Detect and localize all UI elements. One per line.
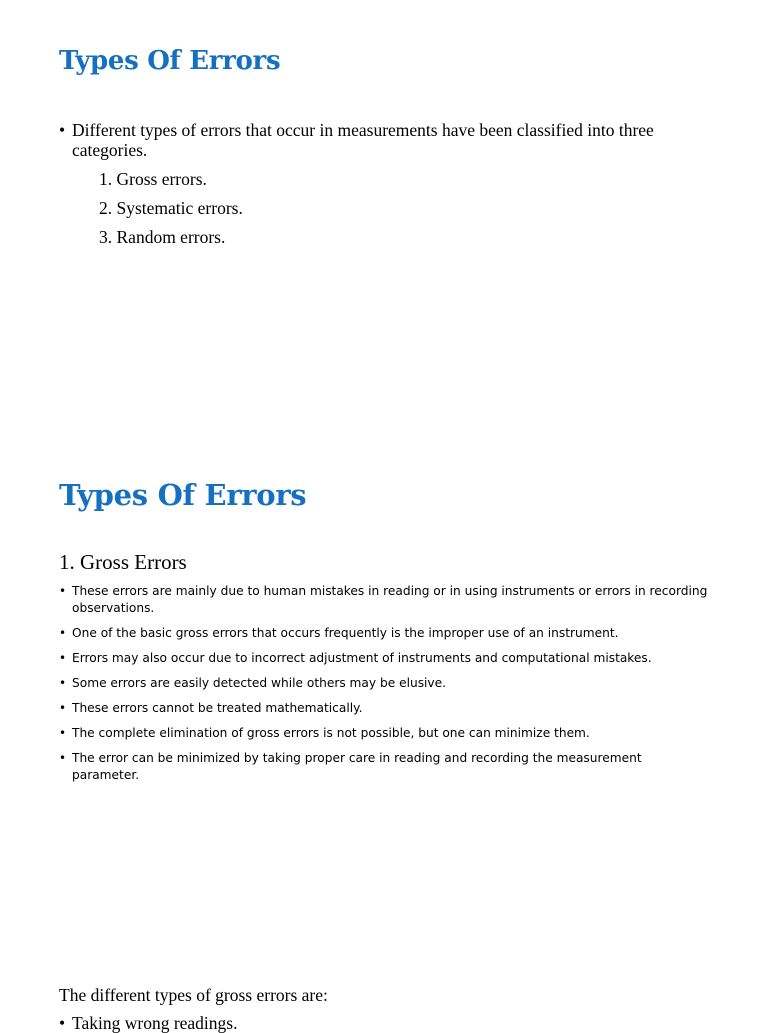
overview-bullet-text: Different types of errors that occur in measurements have been classified into three categories.: [72, 120, 654, 160]
list-item-text: The error can be minimized by taking proper care in reading and recording the measurement parameter.: [72, 751, 642, 782]
slide-title: Types Of Errors: [59, 478, 307, 512]
list-item: [59, 725, 709, 742]
list-item: [59, 675, 709, 692]
error-category-item: 3. Random errors.: [99, 227, 226, 247]
gross-error-types-list: [59, 1013, 719, 1033]
bullet-icon: •: [59, 751, 67, 765]
list-item: [59, 120, 719, 247]
list-item-text: These errors cannot be treated mathematically.: [72, 701, 363, 715]
list-item: [59, 583, 709, 617]
slide-gross-errors: [0, 430, 768, 950]
list-item-text: Some errors are easily detected while others may be elusive.: [72, 676, 447, 690]
section-heading: 1. Gross Errors: [59, 550, 187, 574]
list-item: [59, 1013, 719, 1033]
bullet-icon: •: [59, 1013, 66, 1033]
list-item-text: The complete elimination of gross errors is not possible, but one can minimize them.: [72, 726, 590, 740]
list-item: [59, 700, 709, 717]
list-item-text: Errors may also occur due to incorrect adjustment of instruments and computational mistakes.: [72, 651, 652, 665]
bullet-icon: •: [59, 651, 67, 665]
list-item: [59, 750, 709, 784]
bullet-icon: •: [59, 726, 67, 740]
lead-text: The different types of gross errors are:: [59, 985, 328, 1005]
gross-errors-bullet-list: [59, 583, 709, 792]
bullet-icon: •: [59, 120, 66, 140]
list-item: [59, 625, 709, 642]
bullet-icon: •: [59, 626, 67, 640]
list-item-text: These errors are mainly due to human mistakes in reading or in using instruments or errors in recording observations.: [72, 584, 708, 615]
slide-gross-error-types: [0, 950, 768, 1033]
error-category-item: 1. Gross errors.: [99, 169, 207, 189]
slide-title: Types Of Errors: [59, 46, 281, 76]
bullet-icon: •: [59, 701, 67, 715]
slide-types-of-errors-overview: [0, 0, 768, 430]
bullet-icon: •: [59, 676, 67, 690]
error-category-list: [72, 169, 719, 247]
overview-bullet-list: [59, 120, 719, 256]
list-item-text: One of the basic gross errors that occurs frequently is the improper use of an instrument.: [72, 626, 619, 640]
error-category-item: 2. Systematic errors.: [99, 198, 243, 218]
list-item: [59, 650, 709, 667]
list-item-text: Taking wrong readings.: [72, 1013, 238, 1033]
bullet-icon: •: [59, 584, 67, 598]
